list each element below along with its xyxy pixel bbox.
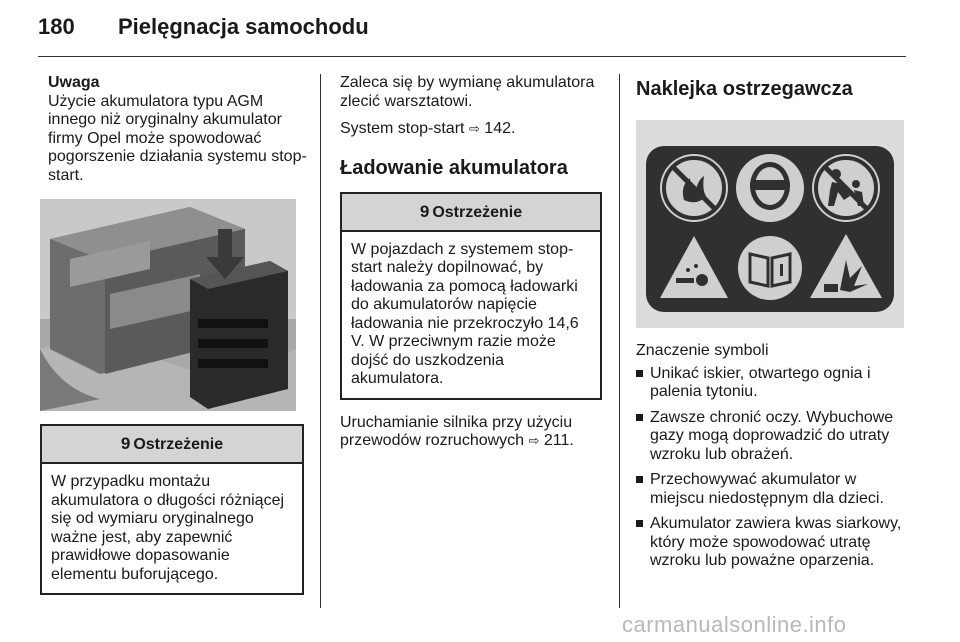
read-manual-icon bbox=[738, 236, 802, 300]
note-text: Użycie akumulatora typu AGM innego niż oryginalny akumulator firmy Opel może spowodować pogorszenie działania systemu stop-start. bbox=[48, 92, 307, 184]
column-1 bbox=[48, 74, 308, 595]
column-2 bbox=[340, 74, 602, 451]
page-title: Pielęgnacja samochodu bbox=[118, 14, 369, 39]
section-heading-charging: Ładowanie akumulatora bbox=[340, 156, 568, 179]
reference-arrow-icon: ⇨ bbox=[528, 433, 540, 448]
no-fire-icon bbox=[660, 154, 728, 222]
keep-away-children-icon bbox=[812, 154, 880, 222]
paragraph-jump-start bbox=[340, 414, 602, 451]
note-title: Uwaga bbox=[48, 74, 100, 91]
warning-icon: 9 bbox=[120, 434, 131, 453]
section-heading-sticker: Naklejka ostrzegawcza bbox=[636, 78, 853, 100]
stop-start-ref[interactable]: 142. bbox=[484, 120, 516, 137]
warning-text: W pojazdach z systemem stop-start należy dopilnować, by ładowania za pomocą ładowarki do akumulatorów napięcie ładowania nie przekroczyło 14,6 V. W przeciwnym razie może dojść do uszkodzenia akumulatora. bbox=[351, 240, 579, 387]
warning-title: Ostrzeżenie bbox=[133, 436, 224, 453]
warning-box-2 bbox=[340, 192, 602, 400]
warning-header bbox=[42, 426, 302, 464]
warning-sticker-image bbox=[636, 120, 904, 328]
paragraph-workshop: Zaleca się by wymianę akumulatora zlecić warsztatowi. bbox=[340, 74, 595, 110]
watermark: carmanualsonline.info bbox=[622, 612, 847, 637]
column-divider-2 bbox=[619, 74, 620, 608]
column-3 bbox=[636, 74, 910, 578]
warning-title: Ostrzeżenie bbox=[432, 203, 523, 221]
list-item: Akumulator zawiera kwas siarkowy, który może spowodować utratę wzroku lub poważne oparzenia. bbox=[636, 515, 910, 571]
symbols-list bbox=[636, 365, 910, 571]
warning-header bbox=[342, 194, 600, 232]
reference-arrow-icon: ⇨ bbox=[468, 121, 480, 136]
header-rule bbox=[38, 56, 906, 57]
warning-icon: 9 bbox=[419, 201, 430, 221]
symbols-intro: Znaczenie symboli bbox=[636, 342, 769, 359]
battery-photo bbox=[40, 199, 296, 411]
warning-box-1 bbox=[40, 424, 304, 595]
eye-protection-icon bbox=[736, 154, 804, 222]
stop-start-text: System stop-start bbox=[340, 120, 465, 137]
paragraph-stop-start bbox=[340, 120, 602, 139]
list-item: Przechowywać akumulator w miejscu niedostępnym dla dzieci. bbox=[636, 471, 910, 508]
jump-start-text: Uruchamianie silnika przy użyciu przewodów rozruchowych bbox=[340, 413, 573, 449]
list-item: Unikać iskier, otwartego ognia i palenia tytoniu. bbox=[636, 365, 910, 402]
jump-start-ref[interactable]: 211. bbox=[543, 432, 574, 449]
warning-text: W przypadku montażu akumulatora o długości różniącej się od wymiaru oryginalnego ważne jest, aby zapewnić prawidłowe dopasowanie elementu buforującego. bbox=[51, 473, 285, 583]
column-divider-1 bbox=[320, 74, 321, 608]
list-item: Zawsze chronić oczy. Wybuchowe gazy mogą doprowadzić do utraty wzroku lub obrażeń. bbox=[636, 409, 910, 465]
page-number: 180 bbox=[38, 14, 75, 39]
